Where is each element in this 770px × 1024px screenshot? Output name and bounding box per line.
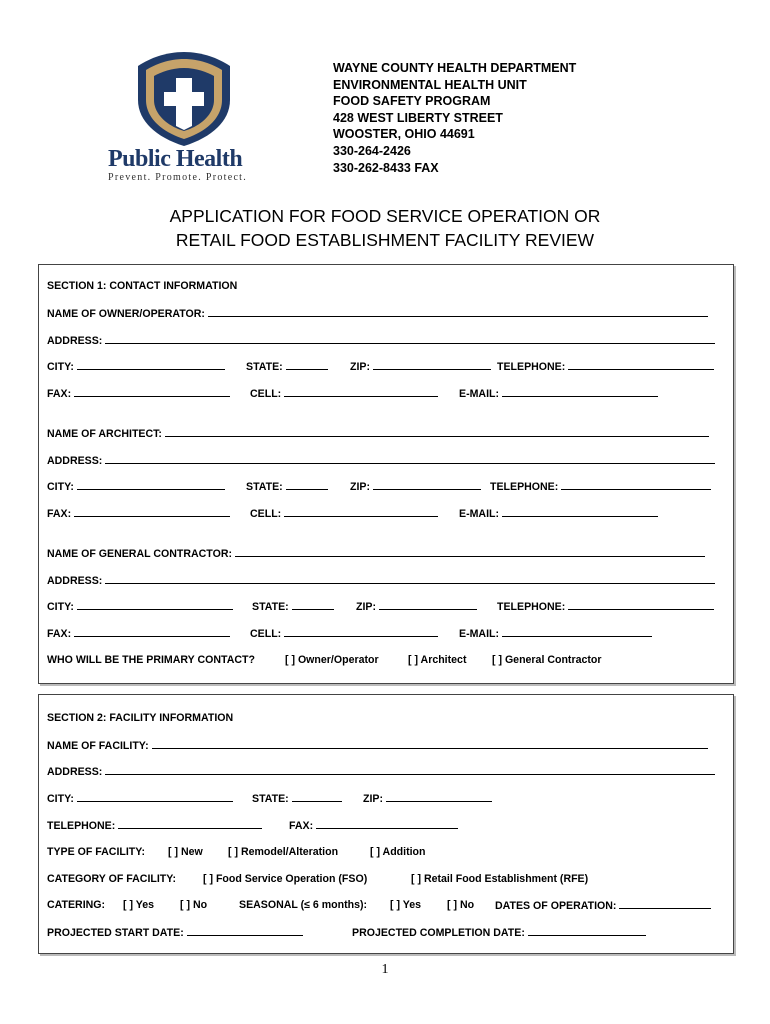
catering-no-checkbox[interactable]: [ ] No xyxy=(180,899,208,911)
program-name: FOOD SAFETY PROGRAM xyxy=(333,94,491,109)
projected-start-label: PROJECTED START DATE: xyxy=(47,927,184,939)
facility-telephone-row xyxy=(47,818,725,832)
architect-name-field[interactable] xyxy=(165,426,709,437)
facility-address-label: ADDRESS: xyxy=(47,766,103,778)
form-title-line-2: RETAIL FOOD ESTABLISHMENT FACILITY REVIEW xyxy=(175,230,595,250)
owner-name-row xyxy=(47,306,725,320)
facility-state-field[interactable] xyxy=(292,791,342,802)
contractor-fax-field[interactable] xyxy=(74,626,230,637)
facility-telephone-field[interactable] xyxy=(118,818,262,829)
architect-city-row xyxy=(47,479,725,493)
owner-fax-field[interactable] xyxy=(74,386,230,397)
architect-telephone-field[interactable] xyxy=(561,479,711,490)
projected-completion-field[interactable] xyxy=(528,925,646,936)
architect-fax-row xyxy=(47,506,725,520)
facility-type-row xyxy=(47,845,725,859)
contractor-name-row xyxy=(47,546,725,560)
contractor-address-label: ADDRESS: xyxy=(47,575,103,587)
projected-start-field[interactable] xyxy=(187,925,303,936)
owner-address-label: ADDRESS: xyxy=(47,335,103,347)
architect-city-label: CITY: xyxy=(47,481,74,493)
contractor-cell-label: CELL: xyxy=(250,628,282,640)
public-health-logo xyxy=(104,48,264,188)
owner-zip-label: ZIP: xyxy=(350,361,371,373)
projected-dates-row xyxy=(47,925,725,939)
catering-label: CATERING: xyxy=(47,899,106,911)
architect-cell-field[interactable] xyxy=(284,506,438,517)
owner-state-field[interactable] xyxy=(286,359,328,370)
street-address: 428 WEST LIBERTY STREET xyxy=(333,110,503,125)
facility-address-field[interactable] xyxy=(105,764,715,775)
contractor-city-label: CITY: xyxy=(47,601,74,613)
unit-name: ENVIRONMENTAL HEALTH UNIT xyxy=(333,77,527,92)
contractor-city-field[interactable] xyxy=(77,599,233,610)
architect-zip-label: ZIP: xyxy=(350,481,371,493)
facility-state-label: STATE: xyxy=(252,793,289,805)
owner-email-field[interactable] xyxy=(502,386,658,397)
primary-contact-owner-checkbox[interactable]: [ ] Owner/Operator xyxy=(285,654,379,666)
category-rfe-checkbox[interactable]: [ ] Retail Food Establishment (RFE) xyxy=(411,873,589,885)
owner-cell-label: CELL: xyxy=(250,388,282,400)
owner-address-field[interactable] xyxy=(105,333,715,344)
primary-contact-row xyxy=(47,653,725,667)
owner-fax-row xyxy=(47,386,725,400)
page-number: 1 xyxy=(381,962,389,977)
owner-address-row xyxy=(47,333,725,347)
projected-completion-label: PROJECTED COMPLETION DATE: xyxy=(352,927,525,939)
section-facility-information xyxy=(38,694,734,954)
contractor-address-field[interactable] xyxy=(105,573,715,584)
owner-cell-field[interactable] xyxy=(284,386,438,397)
department-address-block xyxy=(333,60,576,176)
facility-city-row xyxy=(47,791,725,805)
contractor-fax-row xyxy=(47,626,725,640)
section2-heading: SECTION 2: FACILITY INFORMATION xyxy=(47,712,234,724)
architect-name-label: NAME OF ARCHITECT: xyxy=(47,428,162,440)
form-title xyxy=(0,204,770,252)
architect-email-field[interactable] xyxy=(502,506,658,517)
facility-city-label: CITY: xyxy=(47,793,74,805)
contractor-email-field[interactable] xyxy=(502,626,652,637)
logo-wordmark: Public Health xyxy=(108,146,243,172)
owner-city-row xyxy=(47,359,725,373)
section-contact-information xyxy=(38,264,734,684)
catering-row xyxy=(47,898,725,912)
facility-name-field[interactable] xyxy=(152,738,708,749)
contractor-telephone-label: TELEPHONE: xyxy=(497,601,566,613)
contractor-city-row xyxy=(47,599,725,613)
facility-name-row xyxy=(47,738,725,752)
category-fso-checkbox[interactable]: [ ] Food Service Operation (FSO) xyxy=(203,873,368,885)
architect-state-label: STATE: xyxy=(246,481,283,493)
architect-email-label: E-MAIL: xyxy=(459,508,500,520)
architect-address-label: ADDRESS: xyxy=(47,455,103,467)
department-name: WAYNE COUNTY HEALTH DEPARTMENT xyxy=(333,61,577,75)
facility-telephone-label: TELEPHONE: xyxy=(47,820,116,832)
facility-category-label: CATEGORY OF FACILITY: xyxy=(47,873,177,885)
contractor-zip-label: ZIP: xyxy=(356,601,377,613)
shield-cross-icon xyxy=(104,48,264,148)
owner-state-label: STATE: xyxy=(246,361,283,373)
architect-cell-label: CELL: xyxy=(250,508,282,520)
owner-name-label: NAME OF OWNER/OPERATOR: xyxy=(47,308,205,320)
section1-heading-row xyxy=(47,279,725,293)
contractor-name-label: NAME OF GENERAL CONTRACTOR: xyxy=(47,548,232,560)
contractor-fax-label: FAX: xyxy=(47,628,72,640)
facility-fax-label: FAX: xyxy=(289,820,314,832)
seasonal-no-checkbox[interactable]: [ ] No xyxy=(447,899,475,911)
seasonal-label: SEASONAL (≤ 6 months): xyxy=(239,899,368,911)
architect-zip-field[interactable] xyxy=(373,479,481,490)
facility-zip-label: ZIP: xyxy=(363,793,384,805)
contractor-name-field[interactable] xyxy=(235,546,705,557)
contractor-zip-field[interactable] xyxy=(379,599,477,610)
fax-number: 330-262-8433 FAX xyxy=(333,160,439,175)
primary-contact-architect-checkbox[interactable]: [ ] Architect xyxy=(408,654,467,666)
architect-name-row xyxy=(47,426,725,440)
contractor-state-label: STATE: xyxy=(252,601,289,613)
architect-city-field[interactable] xyxy=(77,479,225,490)
owner-telephone-field[interactable] xyxy=(568,359,714,370)
contractor-cell-field[interactable] xyxy=(284,626,438,637)
contractor-telephone-field[interactable] xyxy=(568,599,714,610)
seasonal-yes-checkbox[interactable]: [ ] Yes xyxy=(390,899,422,911)
architect-fax-label: FAX: xyxy=(47,508,72,520)
contractor-email-label: E-MAIL: xyxy=(459,628,500,640)
architect-fax-field[interactable] xyxy=(74,506,230,517)
dates-of-operation-field[interactable] xyxy=(619,898,711,909)
section1-heading: SECTION 1: CONTACT INFORMATION xyxy=(47,280,238,292)
architect-address-row xyxy=(47,453,725,467)
owner-city-field[interactable] xyxy=(77,359,225,370)
facility-category-row xyxy=(47,872,725,886)
owner-email-label: E-MAIL: xyxy=(459,388,500,400)
logo-tagline: Prevent. Promote. Protect. xyxy=(108,172,248,183)
owner-fax-label: FAX: xyxy=(47,388,72,400)
owner-city-label: CITY: xyxy=(47,361,74,373)
facility-fax-field[interactable] xyxy=(316,818,458,829)
primary-contact-contractor-checkbox[interactable]: [ ] General Contractor xyxy=(492,654,602,666)
catering-yes-checkbox[interactable]: [ ] Yes xyxy=(123,899,155,911)
architect-state-field[interactable] xyxy=(286,479,328,490)
facility-city-field[interactable] xyxy=(77,791,233,802)
form-title-line-1: APPLICATION FOR FOOD SERVICE OPERATION OR xyxy=(169,206,601,226)
primary-contact-question: WHO WILL BE THE PRIMARY CONTACT? xyxy=(47,654,255,666)
facility-type-addition-checkbox[interactable]: [ ] Addition xyxy=(370,846,426,858)
architect-telephone-label: TELEPHONE: xyxy=(490,481,559,493)
owner-zip-field[interactable] xyxy=(373,359,491,370)
section2-heading-row xyxy=(47,711,725,725)
architect-address-field[interactable] xyxy=(105,453,715,464)
contractor-address-row xyxy=(47,573,725,587)
phone-number: 330-264-2426 xyxy=(333,143,411,158)
facility-type-remodel-checkbox[interactable]: [ ] Remodel/Alteration xyxy=(228,846,339,858)
facility-address-row xyxy=(47,764,725,778)
contractor-state-field[interactable] xyxy=(292,599,334,610)
facility-type-label: TYPE OF FACILITY: xyxy=(47,846,146,858)
facility-name-label: NAME OF FACILITY: xyxy=(47,740,149,752)
owner-telephone-label: TELEPHONE: xyxy=(497,361,566,373)
facility-type-new-checkbox[interactable]: [ ] New xyxy=(168,846,203,858)
city-state-zip: WOOSTER, OHIO 44691 xyxy=(333,127,475,142)
dates-of-operation-label: DATES OF OPERATION: xyxy=(495,900,617,912)
owner-name-field[interactable] xyxy=(208,306,708,317)
facility-zip-field[interactable] xyxy=(386,791,492,802)
